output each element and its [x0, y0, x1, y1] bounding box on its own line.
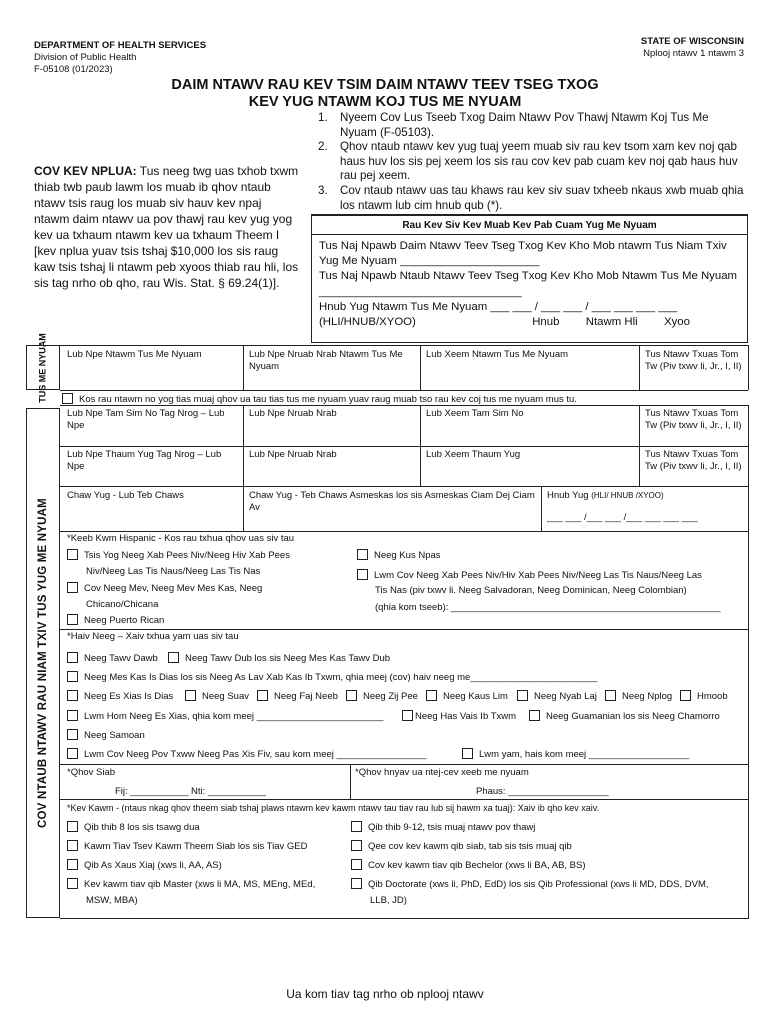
parent-birth-middle-name[interactable]: Lub Npe Nruab Nrab	[249, 449, 337, 460]
height-field[interactable]: Fij: ___________ Nti: ___________	[115, 786, 267, 797]
checkbox[interactable]	[67, 859, 78, 870]
checkbox[interactable]	[462, 748, 473, 759]
child-first-name-field[interactable]: Lub Npe Ntawm Tus Me Nyuam	[67, 349, 202, 360]
checkbox[interactable]	[67, 582, 78, 593]
checkbox[interactable]	[185, 690, 196, 701]
hispanic-option-cuban[interactable]	[357, 549, 441, 562]
parent-birth-state[interactable]: Chaw Yug - Teb Chaws Asmeskas los sis Asmeskas Ciam Dej Ciam Av	[249, 490, 535, 513]
race-option-native[interactable]	[67, 671, 597, 684]
option-label-cont: Tis Nas (piv txwv li. Neeg Salvadoran, Neeg Dominican, Neeg Colombian)	[375, 585, 687, 596]
option-label: Qib As Xaus Xiaj (xws li, AA, AS)	[84, 860, 222, 871]
divider	[60, 799, 748, 800]
divider	[60, 446, 748, 447]
instruction-item	[318, 184, 748, 213]
race-option-guamanian[interactable]	[529, 710, 720, 723]
instruction-number: 2.	[318, 140, 328, 154]
penalties-text	[34, 163, 299, 291]
option-label: Neeg Tawv Dawb	[84, 653, 158, 664]
provider-use-box	[311, 214, 748, 343]
checkbox[interactable]	[67, 840, 78, 851]
edu-option-bachelor[interactable]	[351, 859, 586, 872]
instruction-text: Cov ntaub ntawv uas tau khaws rau kev siv suav txheeb nkaus xwb muab qhia los ntawm lub cim hnub qub (*).	[340, 183, 744, 212]
checkbox[interactable]	[680, 690, 691, 701]
form-title	[60, 77, 710, 111]
checkbox[interactable]	[67, 748, 78, 759]
option-label: Neeg Es Xias Is Dias	[84, 691, 174, 702]
race-option-samoan[interactable]	[67, 729, 145, 742]
child-last-name-field[interactable]: Lub Xeem Ntawm Tus Me Nyuam	[426, 349, 569, 360]
hispanic-heading: *Keeb Kwm Hispanic - Kos rau txhua qhov uas siv tau	[67, 533, 295, 544]
race-option-lao[interactable]	[605, 690, 672, 703]
divider	[243, 345, 244, 390]
checkbox[interactable]	[67, 878, 78, 889]
option-label-cont: LLB, JD)	[370, 895, 407, 906]
parent-dob-label: Hnub Yug	[547, 490, 589, 501]
checkbox[interactable]	[67, 710, 78, 721]
option-label: Tsis Yog Neeg Xab Pees Niv/Neeg Hiv Xab Pees	[84, 550, 290, 561]
dob-format-label: (HLI/HNUB/XYOO)	[319, 316, 416, 329]
adoption-checkbox-label: Kos rau ntawm no yog tias muaj qhov ua tau tias tus me nyuam yuav raug muab tso rau kev coj tus me nyuam mus tu.	[79, 394, 577, 405]
agency-block	[34, 40, 206, 76]
option-label-cont: Niv/Neeg Las Tis Naus/Neeg Las Tis Nas	[86, 566, 261, 577]
parent-current-suffix[interactable]: Tus Ntawv Txuas Tom Tw (Piv txwv li, Jr., I, II)	[645, 408, 742, 431]
divider	[60, 629, 748, 630]
penalties-body: Tus neeg twg uas txhob txwm thiab twb paub lawm los muab ib qhov ntaub ntawv tsis raug los muab siv hauv kev npaj ntawm daim ntawv ua pov thawj rau kev yug yog kev ua txhaum ntawm kev ua txhaum Theem I [kev nplua yuav tsis tshaj $10,000 los sis raug kaw tsis tshaj li ntawm peb xyoos thiab rau hli, los sis tag nrho ob qho, rau Wis. Stat. § 69.24(1)].	[34, 164, 299, 290]
parent-birth-first-name[interactable]: Lub Npe Thaum Yug Tag Nrog – Lub Npe	[67, 449, 222, 472]
option-label: Neeg Samoan	[84, 730, 145, 741]
instructions-list	[318, 111, 748, 213]
footer-note: Ua kom tiav tag nrho ob nplooj ntawv	[286, 987, 484, 1001]
child-dob-field[interactable]: Hnub Yug Ntawm Tus Me Nyuam ___ ___ / ___ ___ / ___ ___ ___ ___	[319, 300, 678, 313]
parent-current-first-name[interactable]: Lub Npe Tam Sim No Tag Nrog – Lub Npe	[67, 408, 225, 431]
divider	[60, 764, 748, 765]
division-name: Division of Public Health	[34, 52, 137, 63]
child-middle-name-field[interactable]: Lub Npe Nruab Nrab Ntawm Tus Me Nyuam	[249, 349, 403, 372]
option-label-cont: MSW, MBA)	[86, 895, 138, 906]
race-option-hawaiian[interactable]	[402, 710, 516, 723]
edu-option-master[interactable]	[67, 878, 315, 891]
race-heading: *Haiv Neeg – Xaiv txhua yam uas siv tau	[67, 631, 239, 642]
checkbox[interactable]	[351, 859, 362, 870]
option-label: Neeg Guamanian los sis Neeg Chamorro	[546, 711, 720, 722]
edu-option-8th[interactable]	[67, 821, 200, 834]
option-label: Neeg Mes Kas Is Dias los sis Neeg As Lav Xab Kas Ib Txwm, qhia meej (cov) haiv neeg me________________________	[84, 672, 598, 683]
race-option-japanese[interactable]	[346, 690, 418, 703]
option-label: Lwm Cov Neeg Xab Pees Niv/Hiv Xab Pees Niv/Neeg Las Tis Naus/Neeg Las	[374, 570, 702, 581]
checkbox[interactable]	[67, 652, 78, 663]
option-label: Neeg Zij Pee	[363, 691, 418, 702]
checkbox[interactable]	[67, 729, 78, 740]
parent-section-text: COV NTAUB NTAWV RAU NIAM TXIV TUS YUG ME NYUAM	[37, 498, 49, 828]
child-section-label	[26, 332, 60, 403]
race-option-asian-indian[interactable]	[67, 690, 173, 703]
hispanic-option-not[interactable]	[67, 549, 290, 562]
title-line-1: DAIM NTAWV RAU KEV TSIM DAIM NTAWV TEEV TSEG TXOG	[171, 77, 599, 93]
option-label: Neeg Nyab Laj	[534, 691, 597, 702]
year-label: Xyoo	[664, 316, 690, 329]
race-option-filipino[interactable]	[257, 690, 338, 703]
checkbox[interactable]	[67, 821, 78, 832]
option-label: Neeg Puerto Rican	[84, 615, 165, 626]
checkbox[interactable]	[67, 671, 78, 682]
option-label: Neeg Faj Neeb	[274, 691, 338, 702]
divider	[60, 486, 748, 487]
hispanic-option-other[interactable]	[357, 569, 702, 582]
month-label: Ntawm Hli	[585, 316, 638, 329]
adoption-checkbox[interactable]	[62, 393, 73, 404]
hispanic-option-puerto-rican[interactable]	[67, 614, 164, 627]
checkbox[interactable]	[426, 690, 437, 701]
edu-option-doctorate[interactable]	[351, 878, 709, 891]
option-label: Cov Neeg Mev, Neeg Mev Mes Kas, Neeg	[84, 583, 263, 594]
race-option-black[interactable]	[168, 652, 390, 665]
option-label: Lwm yam, hais kom meej ___________________	[479, 749, 690, 760]
race-option-other[interactable]	[462, 748, 689, 761]
state-block	[641, 36, 744, 60]
divider	[748, 345, 749, 390]
race-option-chinese[interactable]	[185, 690, 249, 703]
checkbox[interactable]	[357, 569, 368, 580]
race-option-white[interactable]	[67, 652, 158, 665]
race-option-vietnamese[interactable]	[517, 690, 597, 703]
option-label: Neeg Nplog	[622, 691, 673, 702]
option-label: Neeg Suav	[202, 691, 250, 702]
dept-name: DEPARTMENT OF HEALTH SERVICES	[34, 40, 207, 51]
instruction-text: Nyeem Cov Lus Tseeb Txog Daim Ntawv Pov Thawj Ntawm Koj Tus Me Nyuam (F-05103).	[340, 111, 709, 139]
option-label-cont: Chicano/Chicana	[86, 599, 159, 610]
edu-option-some-college[interactable]	[351, 840, 572, 853]
divider	[639, 345, 640, 390]
provider-use-heading: Rau Kev Siv Kev Muab Kev Pab Cuam Yug Me Nyuam	[312, 216, 747, 235]
dob-format	[319, 315, 740, 330]
option-label: Cov kev kawm tiav qib Bechelor (xws li BA, AB, BS)	[368, 860, 586, 871]
height-label: *Qhov Siab	[67, 767, 116, 778]
checkbox[interactable]	[529, 710, 540, 721]
instruction-item	[318, 111, 748, 140]
race-option-korean[interactable]	[426, 690, 508, 703]
checkbox[interactable]	[351, 878, 362, 889]
title-line-2: KEV YUG NTAWM KOJ TUS ME NYUAM	[248, 94, 522, 110]
checkbox[interactable]	[67, 549, 78, 560]
day-label: Hnub	[532, 316, 560, 329]
divider	[60, 345, 748, 346]
instruction-number: 3.	[318, 183, 328, 197]
race-option-hmong[interactable]	[680, 690, 728, 703]
page-number: Nplooj ntawv 1 ntawm 3	[643, 48, 744, 59]
parent-dob-field[interactable]	[547, 490, 747, 524]
divider	[60, 390, 748, 391]
race-option-other-pacific[interactable]	[67, 748, 426, 761]
option-label: Neeg Kaus Lim	[443, 691, 508, 702]
divider	[420, 405, 421, 486]
divider	[639, 405, 640, 486]
parent-birth-last-name[interactable]: Lub Xeem Thaum Yug	[426, 449, 521, 460]
divider	[420, 345, 421, 390]
parent-current-middle-name[interactable]: Lub Npe Nruab Nrab	[249, 408, 337, 419]
parent-section-label	[26, 408, 60, 918]
option-label: Neeg Kus Npas	[374, 550, 441, 561]
divider	[748, 405, 749, 918]
divider	[243, 405, 244, 531]
divider	[60, 531, 748, 532]
instruction-number: 1.	[318, 111, 328, 124]
divider	[350, 764, 351, 799]
option-label: Qib thib 8 los sis tsawg dua	[84, 822, 200, 833]
education-heading: *Kev Kawm - (ntaus nkag qhov theem siab tshaj plaws ntawm kev kawm ntawv tau tiav rau lub sij hawm xa tuaj): Xaiv ib qho kev xaiv.	[67, 803, 600, 813]
option-label: Qee cov kev kawm qib siab, tab sis tsis muaj qib	[368, 841, 572, 852]
option-label: Kawm Tiav Tsev Kawm Theem Siab los sis Tiav GED	[84, 841, 308, 852]
option-label: Neeg Tawv Dub los sis Neeg Mes Kas Tawv Dub	[185, 653, 391, 664]
parent-dob-format: (HLI/ HNUB /XYOO)	[591, 491, 664, 500]
option-label: Qib Doctorate (xws li, PhD, EdD) los sis Qib Professional (xws li MD, DDS, DVM,	[368, 879, 709, 890]
checkbox[interactable]	[517, 690, 528, 701]
weight-label: *Qhov hnyav ua ntej-cev xeeb me nyuam	[355, 767, 529, 778]
checkbox[interactable]	[168, 652, 179, 663]
edu-option-9-12[interactable]	[351, 821, 535, 834]
option-label: Qib thib 9-12, tsis muaj ntawv pov thawj	[368, 822, 536, 833]
checkbox[interactable]	[351, 821, 362, 832]
option-label: Neeg Has Vais Ib Txwm	[415, 711, 517, 722]
checkbox[interactable]	[351, 840, 362, 851]
edu-option-associate[interactable]	[67, 859, 222, 872]
penalties-label: COV KEV NPLUA:	[34, 164, 137, 178]
option-label: Kev kawm tiav qib Master (xws li MA, MS, MEng, MEd,	[84, 879, 316, 890]
edu-option-hs[interactable]	[67, 840, 308, 853]
state-name: STATE OF WISCONSIN	[640, 36, 744, 47]
child-record-number-field[interactable]: Tus Naj Npawb Ntaub Ntawv Teev Tseg Txog Kev Kho Mob Ntawm Tus Me Nyuam ________________________________	[319, 270, 738, 298]
option-label: Hmoob	[697, 691, 728, 702]
weight-field[interactable]: Phaus: ___________________	[476, 786, 609, 797]
hispanic-option-mexican[interactable]	[67, 582, 262, 595]
parent-dob-blank: ___ ___ /___ ___ /___ ___ ___ ___	[547, 512, 698, 523]
form-id: F-05108 (01/2023)	[34, 64, 113, 75]
parent-birth-suffix[interactable]: Tus Ntawv Txuas Tom Tw (Piv txwv li, Jr., I, II)	[645, 449, 742, 472]
mother-record-number-field[interactable]: Tus Naj Npawb Daim Ntawv Teev Tseg Txog Kev Kho Mob ntawm Tus Niam Txiv Yug Me Nyuam ______________________	[319, 240, 727, 268]
child-section-text: TUS ME NYUAM	[37, 332, 48, 403]
checkbox[interactable]	[605, 690, 616, 701]
child-suffix-field[interactable]: Tus Ntawv Txuas Tom Tw (Piv txwv li, Jr., I, II)	[645, 349, 742, 372]
parent-current-last-name[interactable]: Lub Xeem Tam Sim No	[426, 408, 524, 419]
hispanic-specify-field[interactable]: (qhia kom tseeb): ___________________________________________________	[375, 602, 721, 613]
checkbox[interactable]	[346, 690, 357, 701]
divider	[541, 486, 542, 531]
race-option-other-asian[interactable]	[67, 710, 383, 723]
checkbox[interactable]	[67, 614, 78, 625]
checkbox[interactable]	[67, 690, 78, 701]
option-label: Lwm Hom Neeg Es Xias, qhia kom meej ________________________	[84, 711, 384, 722]
divider	[60, 918, 749, 919]
checkbox[interactable]	[257, 690, 268, 701]
option-label: Lwm Cov Neeg Pov Txww Neeg Pas Xis Fiv, sau kom meej _________________	[84, 749, 427, 760]
instruction-item	[318, 140, 748, 184]
instruction-text: Qhov ntaub ntawv kev yug tuaj yeem muab siv rau kev tsom xam kev noj qab haus huv los sis pej xeem los sis rau cov kev pab cuam kev noj qab haus huv rau pej xeem.	[340, 140, 738, 183]
divider	[60, 405, 748, 406]
parent-birth-country[interactable]: Chaw Yug - Lub Teb Chaws	[67, 490, 184, 501]
checkbox[interactable]	[357, 549, 368, 560]
checkbox[interactable]	[402, 710, 413, 721]
